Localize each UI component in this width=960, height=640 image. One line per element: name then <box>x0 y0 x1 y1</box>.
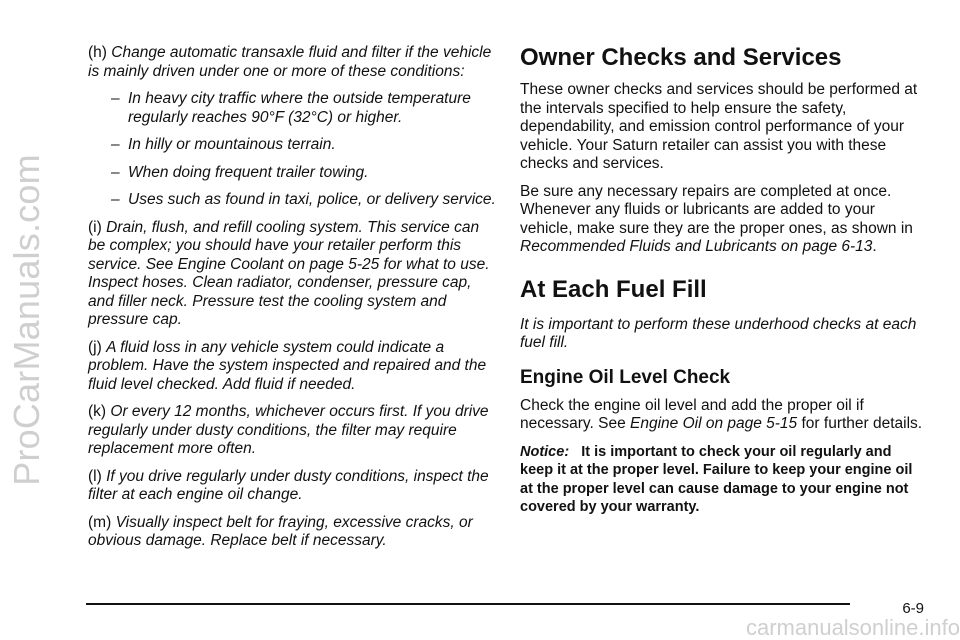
footnote-label: (l) <box>88 467 102 485</box>
oil-check-text: Check the engine oil level and add the proper oil if necessary. See <box>520 396 864 432</box>
footnote-text: Change automatic transaxle fluid and filter if the vehicle is mainly driven under one or more of these conditions: <box>88 44 492 80</box>
condition-item <box>88 191 496 210</box>
dash-bullet: – <box>111 191 120 208</box>
footnote-label: (k) <box>88 403 107 420</box>
oil-check-text-end: for further details. <box>797 415 923 432</box>
condition-text: When doing frequent trailer towing. <box>128 163 369 181</box>
condition-text: In heavy city traffic where the outside temperature regularly reaches 90°F (32°C) or higher. <box>128 90 471 126</box>
left-column <box>88 44 496 560</box>
footnote-label: (i) <box>88 218 102 236</box>
maintenance-footnote-j <box>88 339 496 395</box>
side-watermark-text: ProCarManuals.com <box>6 154 48 486</box>
right-column <box>520 44 928 517</box>
footnote-text: Or every 12 months, whichever occurs first. If you drive regularly under dusty conditions, the filter may require replacement more often. <box>88 403 489 457</box>
notice-label: Notice: <box>520 443 570 460</box>
dash-bullet: – <box>111 90 120 107</box>
section-heading-owner-checks: Owner Checks and Services <box>520 44 842 71</box>
maintenance-footnote-k <box>88 403 496 459</box>
condition-item <box>88 136 496 155</box>
fuel-fill-text: It is important to perform these underhood checks at each fuel fill. <box>520 315 917 351</box>
condition-text: Uses such as found in taxi, police, or delivery service. <box>128 191 496 208</box>
footnote-label: (m) <box>88 513 112 531</box>
maintenance-footnote-m <box>88 514 496 551</box>
repairs-text: Be sure any necessary repairs are completed at once. Whenever any fluids or lubricants are added to your vehicle, make sure they are the proper ones, as shown in <box>520 182 913 237</box>
condition-text: In hilly or mountainous terrain. <box>128 136 336 153</box>
maintenance-footnote-h <box>88 44 496 81</box>
notice-text: It is important to check your oil regularly and keep it at the proper level. Failure to keep your engine oil at the proper level can cause damage to your engine not covered by your warranty. <box>520 443 913 515</box>
repairs-text-end: . <box>872 238 877 255</box>
condition-item <box>88 164 496 183</box>
engine-oil-reference-link[interactable]: Engine Oil on page 5-15 <box>630 415 798 432</box>
footnote-label: (j) <box>88 338 102 356</box>
footnote-text: Visually inspect belt for fraying, excessive cracks, or obvious damage. Replace belt if necessary. <box>88 513 473 549</box>
condition-item <box>88 90 496 127</box>
fuel-fill-intro <box>520 316 928 353</box>
footnote-text: Drain, flush, and refill cooling system. This service can be complex; you should have your retailer perform this service. See Engine Coolant on page 5-25 for what to use. Inspect hoses. Clean radiator, condenser, pressure cap, and filler neck. Pressure test the cooling system and pressure cap. <box>88 218 490 328</box>
bottom-watermark: carmanualsonline.info <box>745 615 960 640</box>
dash-bullet: – <box>111 163 120 181</box>
section-heading-fuel-fill: At Each Fuel Fill <box>520 275 707 303</box>
dash-bullet: – <box>111 136 120 153</box>
fluids-reference-link[interactable]: Recommended Fluids and Lubricants on page 6-13 <box>520 238 873 255</box>
subheading-oil-level-check: Engine Oil Level Check <box>520 366 731 388</box>
notice-block <box>520 443 928 517</box>
maintenance-footnote-i <box>88 219 496 330</box>
maintenance-footnote-l <box>88 468 496 505</box>
side-watermark <box>2 0 52 640</box>
page-number: 6-9 <box>902 600 924 617</box>
footnote-text: A fluid loss in any vehicle system could indicate a problem. Have the system inspected and repaired and the fluid level checked. Add fluid if needed. <box>88 338 487 393</box>
footnote-text: If you drive regularly under dusty conditions, inspect the filter at each engine oil change. <box>88 467 489 503</box>
footnote-label: (h) <box>88 44 107 61</box>
footer-rule <box>86 603 850 605</box>
repairs-paragraph <box>520 183 928 257</box>
oil-check-paragraph <box>520 397 928 434</box>
owner-checks-intro: These owner checks and services should be performed at the intervals specified to help ensure the safety, dependability, and emission control performance of your vehicle. Your Saturn retailer can assist you with these checks and services. <box>520 81 918 172</box>
